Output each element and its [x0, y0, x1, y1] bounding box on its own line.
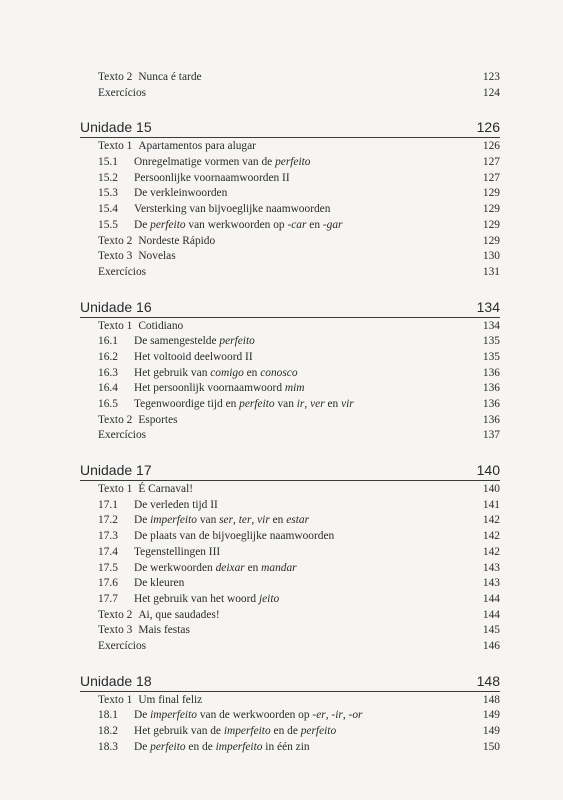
- entry-text: in één zin: [262, 740, 310, 753]
- entry-text: É Carnaval!: [138, 483, 194, 496]
- toc-row: [80, 366, 500, 382]
- page-number: 141: [482, 498, 500, 511]
- toc-entry-label: [98, 708, 362, 724]
- entry-text: ,: [342, 709, 349, 722]
- italic-term: imperfeito: [150, 514, 197, 527]
- unit-section: [80, 672, 500, 756]
- toc-row: [80, 234, 500, 250]
- entry-text: en: [306, 218, 323, 231]
- toc-entry-label: [98, 608, 220, 624]
- entry-text: De verleden tijd II: [134, 498, 218, 511]
- page-number: 127: [482, 171, 500, 184]
- page-number: 149: [482, 709, 500, 722]
- entry-text: en: [269, 514, 287, 527]
- toc-row: [80, 86, 500, 102]
- italic-term: perfeito: [150, 218, 186, 231]
- entry-title: [138, 693, 202, 709]
- entry-text: Exercícios: [98, 639, 147, 652]
- intro-section: [80, 70, 500, 101]
- entry-text: en: [243, 366, 261, 379]
- toc-row: [80, 592, 500, 608]
- toc-row: [80, 171, 500, 187]
- page-number: 149: [482, 725, 500, 737]
- toc-entry-label: [98, 70, 202, 86]
- toc-entry-label: [98, 334, 255, 350]
- entry-text: Exercícios: [98, 429, 147, 442]
- entry-number: 15.1: [98, 156, 118, 169]
- italic-term: perfeito: [239, 398, 275, 410]
- page-number: 136: [482, 382, 500, 395]
- entry-text: Um final feliz: [138, 693, 203, 706]
- entry-number: 16.2: [98, 350, 118, 363]
- entry-title: [98, 639, 146, 655]
- toc-entry-label: [98, 218, 343, 234]
- unit-page-number: 140: [476, 462, 500, 479]
- entry-text: Onregelmatige vormen van de: [134, 156, 276, 169]
- entry-text: ,: [325, 709, 332, 722]
- entry-text: De samengestelde: [134, 335, 220, 348]
- italic-term: vir: [341, 398, 354, 410]
- entry-title: [138, 623, 190, 639]
- entry-text: Nordeste Rápido: [138, 234, 216, 247]
- toc-entry-label: [98, 413, 178, 429]
- toc-row: [80, 139, 500, 155]
- entry-title: Exercícios: [98, 86, 147, 99]
- page-number: 136: [482, 413, 500, 426]
- toc-row: [80, 740, 500, 756]
- entry-title: [134, 708, 362, 724]
- toc-entry-label: [98, 366, 298, 382]
- page-number: 131: [482, 265, 500, 278]
- toc-row: [80, 529, 500, 545]
- entry-text: ,: [251, 514, 258, 527]
- entry-text: De: [134, 709, 151, 722]
- entry-text: Ai, que saudades!: [138, 608, 220, 621]
- unit-header: [80, 672, 500, 692]
- italic-term: imperfeito: [223, 725, 271, 737]
- page-number: 135: [482, 335, 500, 348]
- entry-text: De werkwoorden: [134, 561, 216, 574]
- unit-title: Unidade 18: [80, 672, 152, 689]
- entry-text: De: [134, 514, 151, 527]
- toc-row: [80, 482, 500, 498]
- toc-row: [80, 249, 500, 265]
- italic-term: -er: [312, 709, 326, 722]
- toc-row: [80, 576, 500, 592]
- unit-page-number: 148: [476, 672, 500, 689]
- entry-title: [134, 740, 310, 756]
- unit-section: [80, 461, 500, 655]
- entry-title: [134, 202, 330, 218]
- entry-title: [138, 234, 215, 250]
- entry-number: 17.7: [98, 592, 118, 605]
- entry-number: 15.3: [98, 187, 118, 200]
- entry-text: van werkwoorden op: [185, 218, 288, 231]
- toc-row: [80, 693, 500, 709]
- toc-entry-label: [98, 202, 330, 218]
- entry-text: en de: [270, 725, 301, 737]
- italic-term: -gar: [322, 218, 343, 231]
- unit-title: Unidade 17: [80, 462, 152, 479]
- entry-text: Persoonlijke voornaamwoorden II: [134, 171, 290, 184]
- entry-text: Tegenstellingen III: [134, 545, 221, 558]
- unit-section: [80, 298, 500, 445]
- page-number: 129: [482, 234, 500, 247]
- toc-row: [80, 218, 500, 234]
- italic-term: perfeito: [300, 725, 337, 737]
- toc-entry-label: [98, 623, 190, 639]
- entry-number: 16.4: [98, 382, 118, 395]
- toc-entry-label: [98, 139, 256, 155]
- page-number: 148: [482, 693, 500, 706]
- italic-term: deixar: [215, 561, 245, 574]
- italic-term: -ir: [331, 709, 343, 722]
- entry-number: 18.2: [98, 725, 118, 737]
- italic-term: mandar: [261, 561, 297, 574]
- unit-header: [80, 118, 500, 138]
- entry-text: ,: [304, 398, 311, 410]
- entry-text: De: [134, 218, 151, 231]
- entry-number: Texto 1: [98, 483, 133, 496]
- toc-row: [80, 70, 500, 86]
- entry-text: ,: [233, 514, 239, 527]
- toc-entry-label: [98, 639, 146, 655]
- entry-text: De plaats van de bijvoeglijke naamwoorden: [134, 530, 335, 543]
- toc-row: [80, 608, 500, 624]
- page-number: 137: [482, 429, 500, 442]
- toc-entry-label: [98, 249, 176, 265]
- toc-entry-label: [98, 155, 311, 171]
- unit-section: [80, 118, 500, 280]
- entry-text: en: [244, 561, 262, 574]
- page-number: 136: [482, 398, 500, 410]
- page-number: 126: [482, 140, 500, 153]
- entry-title: [134, 529, 334, 545]
- toc-entry-label: [98, 545, 220, 561]
- entry-text: Tegenwoordige tijd en: [134, 398, 240, 410]
- italic-term: perfeito: [150, 740, 186, 753]
- entry-number: Texto 3: [98, 250, 133, 263]
- entry-text: van: [196, 514, 220, 527]
- entry-text: Het gebruik van: [134, 366, 211, 379]
- entry-number: Texto 1: [98, 693, 133, 706]
- entry-number: 17.3: [98, 530, 118, 543]
- toc-row: [80, 334, 500, 350]
- italic-term: vir: [257, 514, 270, 527]
- entry-title: Nunca é tarde: [138, 71, 202, 83]
- italic-term: ir: [296, 398, 305, 410]
- italic-term: conosco: [260, 366, 298, 379]
- entry-text: Exercícios: [98, 265, 147, 278]
- page-number: 142: [482, 545, 500, 558]
- entry-text: van: [274, 398, 297, 410]
- entry-title: [138, 608, 219, 624]
- toc-entry-label: [98, 265, 146, 281]
- page-number: 124: [482, 86, 500, 99]
- page-number: 136: [482, 366, 500, 379]
- entry-title: [138, 139, 256, 155]
- toc-row: [80, 186, 500, 202]
- italic-term: ser: [219, 514, 234, 527]
- page-number: 145: [482, 624, 500, 637]
- toc-entry-label: [98, 529, 334, 545]
- entry-number: 17.1: [98, 498, 118, 511]
- page-number: 144: [482, 608, 500, 621]
- toc-row: [80, 319, 500, 335]
- page-number: 130: [482, 250, 500, 263]
- entry-number: 17.5: [98, 561, 118, 574]
- entry-text: Esportes: [138, 413, 178, 426]
- toc-entry-label: [98, 498, 218, 514]
- entry-title: [134, 498, 218, 514]
- toc-entry-label: [98, 350, 253, 366]
- italic-term: perfeito: [275, 156, 311, 169]
- italic-term: perfeito: [219, 335, 255, 348]
- entry-number: Texto 2: [98, 413, 133, 426]
- toc-entry-label: [98, 186, 227, 202]
- unit-header: [80, 298, 500, 318]
- entry-number: 18.3: [98, 740, 118, 753]
- entry-number: Texto 1: [98, 319, 133, 332]
- entry-number: Texto 2: [98, 608, 133, 621]
- italic-term: -car: [287, 218, 307, 231]
- italic-term: imperfeito: [150, 709, 197, 722]
- entry-number: 15.4: [98, 203, 118, 216]
- unit-title: Unidade 15: [80, 119, 152, 136]
- entry-text: Het voltooid deelwoord II: [134, 350, 253, 363]
- italic-term: comigo: [210, 366, 244, 379]
- entry-title: [134, 171, 290, 187]
- entry-title: [138, 319, 183, 335]
- entry-text: De: [134, 740, 151, 753]
- entry-number: 17.6: [98, 577, 118, 590]
- entry-number: 15.2: [98, 171, 118, 184]
- entry-title: [134, 366, 298, 382]
- italic-term: -or: [348, 709, 363, 722]
- toc-entry-label: [98, 381, 305, 397]
- page-number: 143: [482, 577, 500, 590]
- entry-title: [134, 155, 311, 171]
- toc-row: [80, 155, 500, 171]
- entry-title: [138, 249, 175, 265]
- page-number: 142: [482, 514, 500, 527]
- toc-row: [80, 561, 500, 577]
- page-number: 135: [482, 350, 500, 363]
- entry-title: [138, 413, 177, 429]
- entry-number: 17.2: [98, 514, 118, 527]
- italic-term: estar: [286, 514, 310, 527]
- entry-title: [134, 513, 309, 529]
- toc-entry-label: [98, 513, 309, 529]
- toc-row: [80, 428, 500, 444]
- toc-entry-label: [98, 234, 215, 250]
- units-list: [80, 101, 500, 755]
- entry-title: [134, 397, 354, 413]
- toc-row: [80, 397, 500, 413]
- entry-title: [134, 186, 227, 202]
- toc-row: [80, 413, 500, 429]
- toc-row: [80, 545, 500, 561]
- unit-page-number: 134: [476, 298, 500, 315]
- entry-title: [134, 545, 220, 561]
- toc-row: [80, 265, 500, 281]
- toc-entry-label: [98, 428, 146, 444]
- unit-page-number: 126: [476, 119, 500, 136]
- toc-row: [80, 381, 500, 397]
- entry-text: Het persoonlijk voornaamwoord: [134, 382, 285, 395]
- italic-term: mim: [284, 382, 305, 395]
- entry-text: Het gebruik van het woord: [134, 592, 259, 605]
- entry-text: De verkleinwoorden: [134, 187, 228, 200]
- toc-row: [80, 708, 500, 724]
- unit-header: [80, 461, 500, 481]
- toc-row: [80, 623, 500, 639]
- entry-title: [134, 576, 184, 592]
- entry-number: Texto 1: [98, 140, 133, 153]
- page-number: 142: [482, 530, 500, 543]
- entry-text: van de werkwoorden op: [196, 709, 313, 722]
- page-number: 150: [482, 740, 500, 753]
- toc-entry-label: [98, 86, 146, 102]
- entry-title: [134, 592, 279, 608]
- page-number: 129: [482, 203, 500, 216]
- entry-text: en: [324, 398, 342, 410]
- toc-row: [80, 498, 500, 514]
- unit-title: Unidade 16: [80, 298, 152, 315]
- toc-entry-label: [98, 561, 297, 577]
- entry-title: [98, 428, 146, 444]
- entry-number: 15.5: [98, 218, 118, 231]
- toc-entry-label: [98, 592, 279, 608]
- page-number: 144: [482, 592, 500, 605]
- entry-text: Apartamentos para alugar: [138, 140, 256, 153]
- italic-term: jeito: [258, 592, 280, 605]
- page-number: 127: [482, 156, 500, 169]
- italic-term: imperfeito: [215, 740, 263, 753]
- page-number: 143: [482, 561, 500, 574]
- entry-text: Het gebruik van de: [134, 725, 224, 737]
- entry-title: [134, 561, 297, 577]
- toc-entry-label: [98, 576, 184, 592]
- toc-entry-label: [98, 171, 290, 187]
- page-number: 140: [482, 483, 500, 496]
- entry-number: 18.1: [98, 709, 118, 722]
- entry-text: en de: [185, 740, 216, 753]
- entry-title: [98, 265, 146, 281]
- page-number: 123: [482, 71, 500, 83]
- entry-text: Cotidiano: [138, 319, 184, 332]
- entry-title: [134, 218, 343, 234]
- entry-number: 16.3: [98, 366, 118, 379]
- entry-title: [134, 334, 255, 350]
- italic-term: ter: [238, 514, 252, 527]
- entry-number: Texto 3: [98, 624, 133, 637]
- toc-row: [80, 513, 500, 529]
- page-number: 129: [482, 218, 500, 231]
- entry-text: Mais festas: [138, 624, 190, 637]
- entry-number: 17.4: [98, 545, 118, 558]
- entry-text: Novelas: [138, 250, 176, 263]
- toc-row: [80, 639, 500, 655]
- toc-row: [80, 350, 500, 366]
- toc-entry-label: [98, 319, 183, 335]
- toc-row: [80, 202, 500, 218]
- toc-entry-label: [98, 482, 193, 498]
- entry-number: Texto 2: [98, 71, 133, 83]
- toc-entry-label: [98, 740, 310, 756]
- page-number: 146: [482, 639, 500, 652]
- entry-number: 16.5: [98, 398, 118, 410]
- entry-number: 16.1: [98, 335, 118, 348]
- entry-text: Versterking van bijvoeglijke naamwoorden: [134, 203, 331, 216]
- toc-entry-label: [98, 724, 336, 740]
- page-number: 129: [482, 187, 500, 200]
- entry-title: [134, 381, 305, 397]
- entry-title: [138, 482, 193, 498]
- entry-number: Texto 2: [98, 234, 133, 247]
- toc-entry-label: [98, 693, 202, 709]
- toc-row: [80, 724, 500, 740]
- entry-title: [134, 350, 253, 366]
- italic-term: ver: [310, 398, 325, 410]
- toc-entry-label: [98, 397, 354, 413]
- entry-text: De kleuren: [134, 577, 185, 590]
- entry-title: [134, 724, 336, 740]
- page-number: 134: [482, 319, 500, 332]
